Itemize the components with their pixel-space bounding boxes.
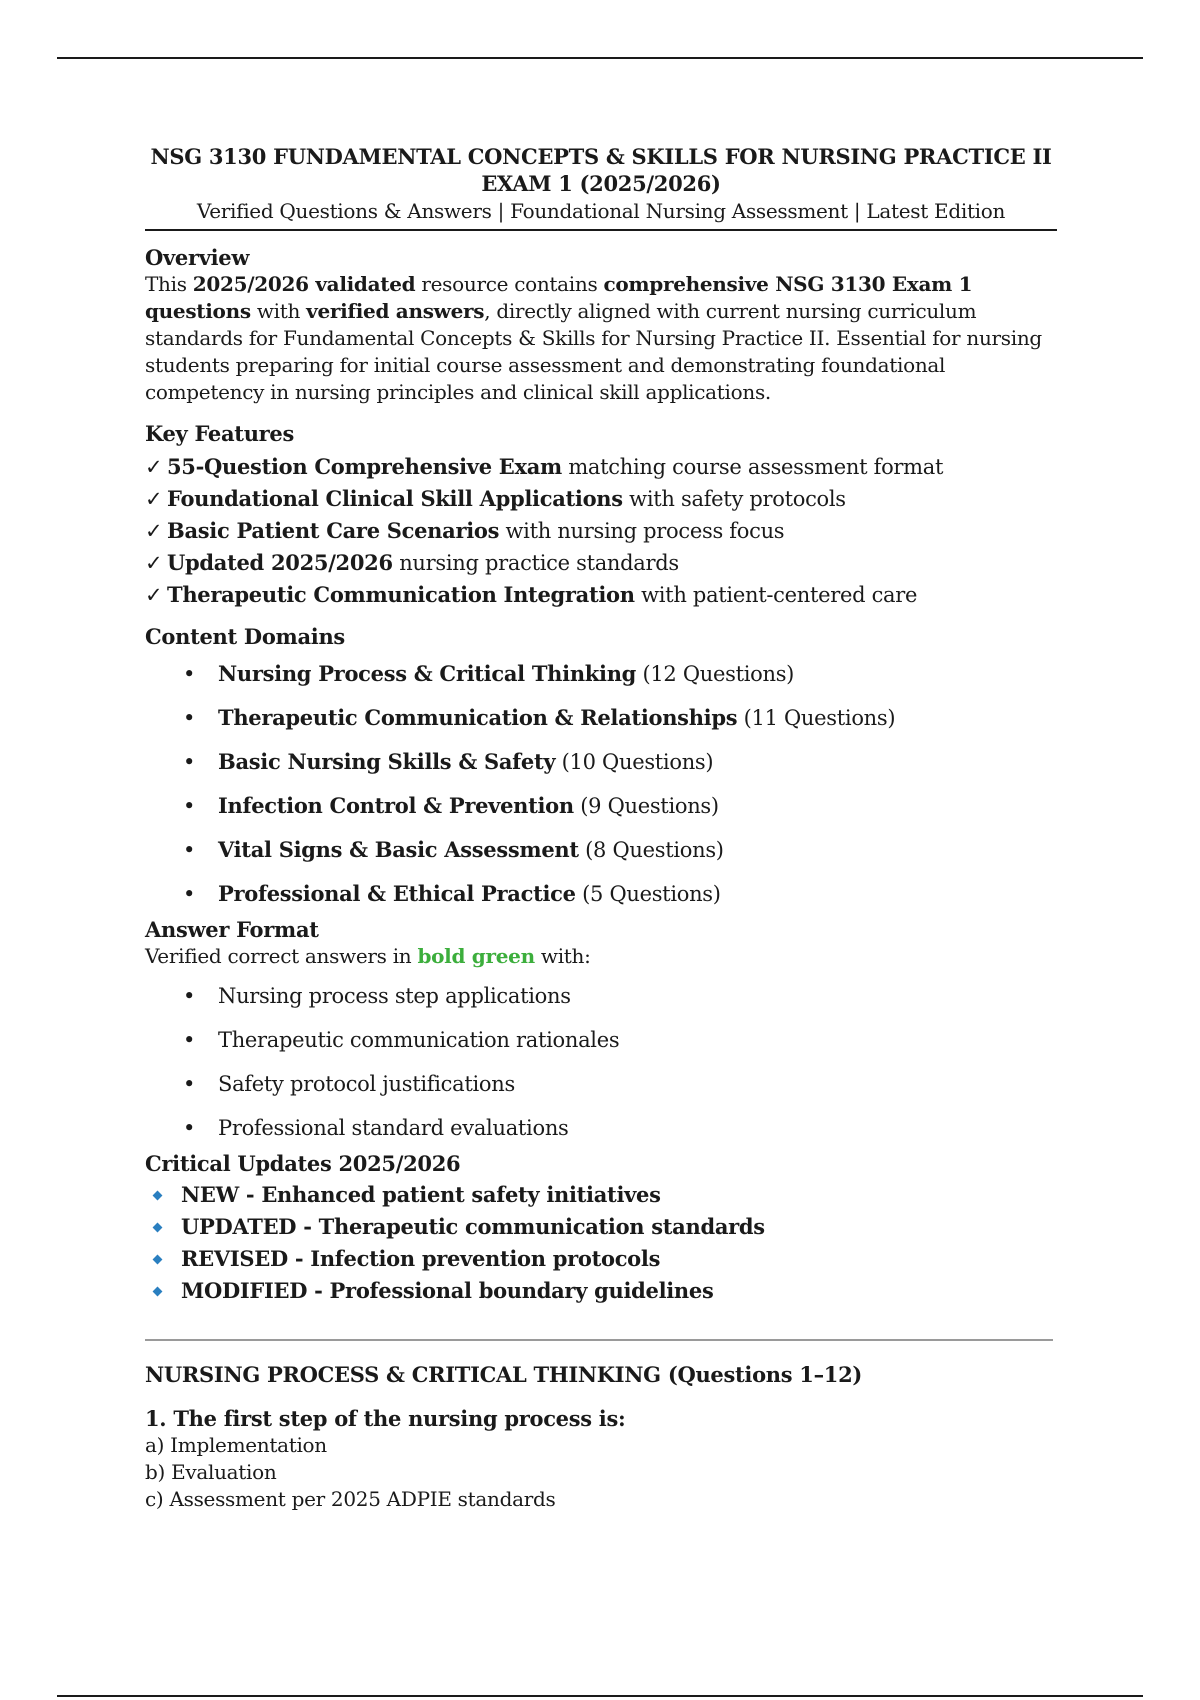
question-1-option-c: c) Assessment per 2025 ADPIE standards — [145, 1487, 556, 1511]
domain-count: (5 Questions) — [575, 882, 721, 906]
bullet-icon: • — [183, 1072, 196, 1096]
overview-bold-3: verified answers — [306, 299, 485, 323]
bullet-icon: • — [183, 750, 196, 774]
key-features-list — [145, 451, 1057, 611]
check-icon: ✓ — [145, 455, 163, 479]
answer-format-text: Nursing process step applications — [218, 984, 571, 1008]
overview-text-3: with — [250, 299, 307, 323]
bullet-icon: • — [183, 706, 196, 730]
document-title-line-1: NSG 3130 FUNDAMENTAL CONCEPTS & SKILLS FOR NURSING PRACTICE II — [150, 144, 1052, 169]
feature-bold: Therapeutic Communication Integration — [167, 582, 635, 607]
answer-format-item — [145, 1106, 1057, 1150]
page-top-rule — [57, 57, 1143, 59]
feature-bold: 55-Question Comprehensive Exam — [167, 454, 562, 479]
update-text: MODIFIED - Professional boundary guidelines — [181, 1278, 714, 1303]
answer-format-item — [145, 1062, 1057, 1106]
domain-name: Professional & Ethical Practice — [218, 881, 576, 906]
feature-text: with safety protocols — [622, 487, 846, 511]
update-item — [145, 1243, 1057, 1275]
feature-bold: Updated 2025/2026 — [167, 550, 393, 575]
section-divider — [145, 1339, 1053, 1341]
bullet-icon: • — [183, 794, 196, 818]
domain-count: (11 Questions) — [737, 706, 896, 730]
document-subtitle: Verified Questions & Answers | Foundational Nursing Assessment | Latest Edition — [196, 199, 1006, 223]
title-underline — [145, 229, 1057, 231]
domain-name: Basic Nursing Skills & Safety — [218, 749, 556, 774]
domain-item — [145, 740, 1057, 784]
question-1-option-a: a) Implementation — [145, 1433, 327, 1457]
domain-name: Therapeutic Communication & Relationships — [218, 705, 738, 730]
check-icon: ✓ — [145, 519, 163, 543]
feature-item — [145, 451, 1057, 483]
update-text: UPDATED - Therapeutic communication standards — [181, 1214, 765, 1239]
domain-name: Infection Control & Prevention — [218, 793, 574, 818]
check-icon: ✓ — [145, 551, 163, 575]
document-title-line-2: EXAM 1 (2025/2026) — [481, 171, 721, 196]
feature-text: matching course assessment format — [561, 455, 944, 479]
bullet-icon: • — [183, 1116, 196, 1140]
bullet-icon: • — [183, 1028, 196, 1052]
answer-format-list — [145, 974, 1057, 1150]
answer-format-text: Therapeutic communication rationales — [218, 1028, 620, 1052]
page-bottom-rule — [57, 1695, 1143, 1697]
bullet-icon: • — [183, 984, 196, 1008]
content-domains-list — [145, 652, 1057, 916]
domain-item — [145, 696, 1057, 740]
domain-item — [145, 652, 1057, 696]
feature-item — [145, 515, 1057, 547]
diamond-bullet-icon — [153, 1287, 163, 1297]
update-item — [145, 1211, 1057, 1243]
critical-updates-list — [145, 1179, 1057, 1307]
bullet-icon: • — [183, 662, 196, 686]
domain-count: (10 Questions) — [555, 750, 714, 774]
feature-text: with patient-centered care — [634, 583, 918, 607]
feature-text: nursing practice standards — [392, 551, 679, 575]
answer-format-item — [145, 974, 1057, 1018]
check-icon: ✓ — [145, 583, 163, 607]
update-text: REVISED - Infection prevention protocols — [181, 1246, 661, 1271]
document-header — [145, 143, 1057, 225]
content-domains-heading: Content Domains — [145, 624, 345, 649]
overview-text-2: resource contains — [415, 272, 604, 296]
answer-format-text: Professional standard evaluations — [218, 1116, 569, 1140]
overview-heading: Overview — [145, 245, 250, 270]
check-icon: ✓ — [145, 487, 163, 511]
update-text: NEW - Enhanced patient safety initiatives — [181, 1182, 661, 1207]
bold-green-label: bold green — [417, 944, 535, 968]
domain-item — [145, 872, 1057, 916]
bullet-icon: • — [183, 838, 196, 862]
answer-format-intro — [145, 943, 1057, 970]
key-features-heading: Key Features — [145, 421, 295, 446]
update-item — [145, 1179, 1057, 1211]
overview-paragraph — [145, 271, 1057, 406]
overview-text-4: , directly aligned with current nursing curriculum standards for Fundamental Concepts & Skills for Nursing Practice II. Essential for nursing students preparing for initial course assessment and demonstrating foundational competency in nursing principles and clinical skill applications. — [145, 299, 1042, 404]
update-item — [145, 1275, 1057, 1307]
domain-count: (8 Questions) — [578, 838, 724, 862]
overview-bold-2: comprehensive NSG 3130 Exam 1 questions — [145, 272, 973, 323]
domain-name: Vital Signs & Basic Assessment — [218, 837, 579, 862]
feature-bold: Basic Patient Care Scenarios — [167, 518, 500, 543]
question-1-option-b: b) Evaluation — [145, 1460, 277, 1484]
feature-item — [145, 547, 1057, 579]
diamond-bullet-icon — [153, 1191, 163, 1201]
domain-count: (12 Questions) — [636, 662, 795, 686]
overview-bold-1: 2025/2026 validated — [192, 272, 416, 296]
answer-format-text-1: Verified correct answers in — [145, 944, 418, 968]
answer-format-text-2: with: — [534, 944, 591, 968]
feature-item — [145, 579, 1057, 611]
bullet-icon: • — [183, 882, 196, 906]
document-body — [145, 244, 1057, 1513]
question-1-text: 1. The first step of the nursing process is: — [145, 1406, 626, 1431]
domain-item — [145, 784, 1057, 828]
diamond-bullet-icon — [153, 1255, 163, 1265]
answer-format-text: Safety protocol justifications — [218, 1072, 515, 1096]
feature-text: with nursing process focus — [499, 519, 785, 543]
domain-name: Nursing Process & Critical Thinking — [218, 661, 637, 686]
section-heading: NURSING PROCESS & CRITICAL THINKING (Questions 1–12) — [145, 1362, 863, 1387]
diamond-bullet-icon — [153, 1223, 163, 1233]
answer-format-heading: Answer Format — [145, 917, 319, 942]
feature-item — [145, 483, 1057, 515]
domain-item — [145, 828, 1057, 872]
feature-bold: Foundational Clinical Skill Applications — [167, 486, 623, 511]
domain-count: (9 Questions) — [573, 794, 719, 818]
answer-format-item — [145, 1018, 1057, 1062]
overview-text-1: This — [145, 272, 193, 296]
critical-updates-heading: Critical Updates 2025/2026 — [145, 1151, 461, 1176]
